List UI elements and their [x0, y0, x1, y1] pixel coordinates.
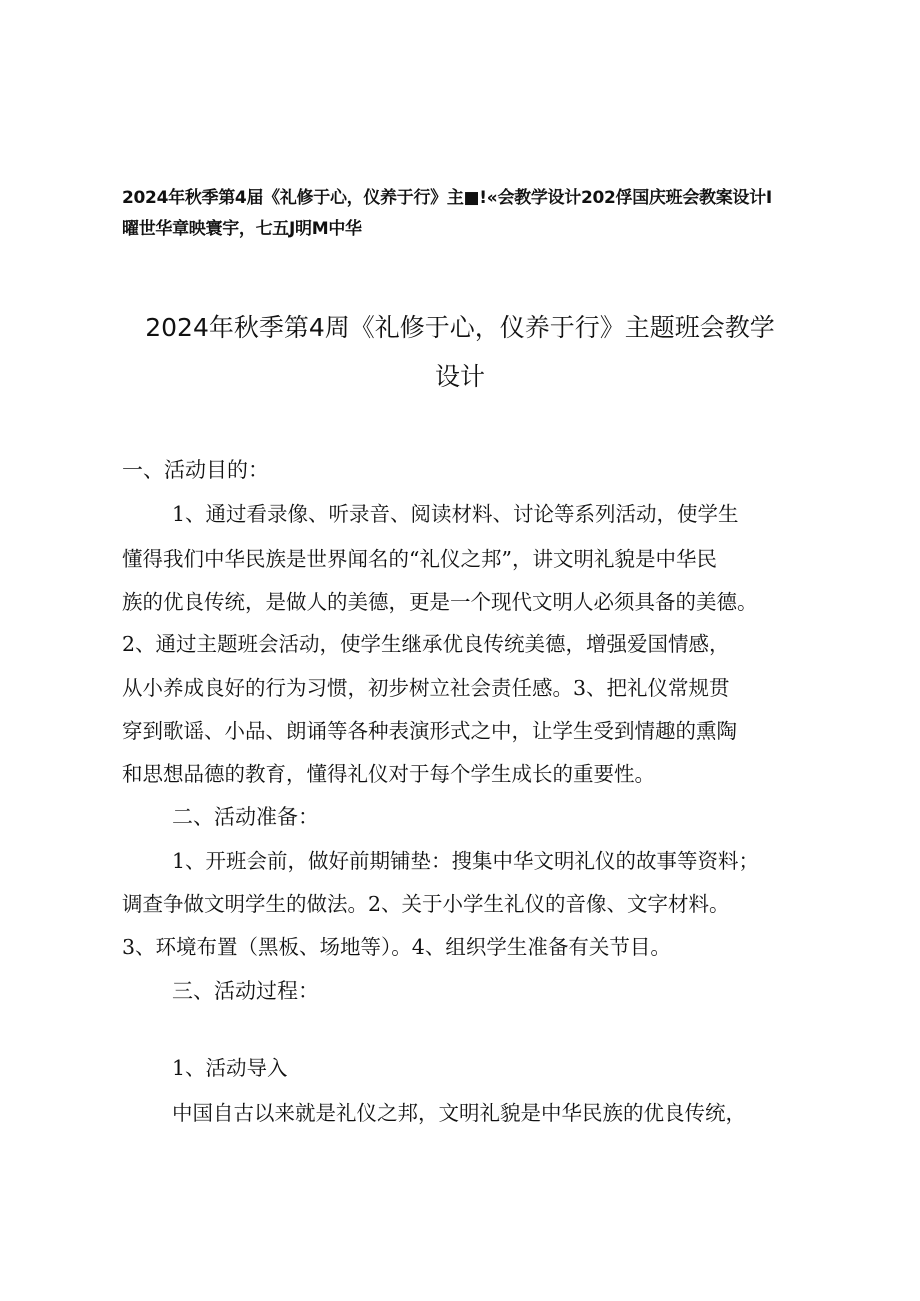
subheading-activity-intro: 1、活动导入 [172, 1056, 288, 1080]
paragraph-line: 1、通过看录像、听录音、阅读材料、讨论等系列活动，使学生 [172, 502, 739, 526]
section-heading-purpose: 一、活动目的： [122, 458, 269, 482]
title-line-2: 设计 [434, 362, 485, 391]
paragraph-line: 调查争做文明学生的做法。2、关于小学生礼仪的音像、文字材料。 [122, 892, 730, 916]
paragraph-line: 穿到歌谣、小品、朗诵等各种表演形式之中，让学生受到情趣的熏陶 [122, 719, 737, 743]
paragraph-line: 族的优良传统，是做人的美德，更是一个现代文明人必须具备的美德。 [122, 590, 758, 614]
section-heading-preparation: 二、活动准备： [172, 805, 319, 829]
paragraph-line: 从小养成良好的行为习惯，初步树立社会责任感。3、把礼仪常规贯 [122, 676, 730, 700]
paragraph-line: 2、通过主题班会活动，使学生继承优良传统美德，增强爱国情感， [122, 632, 730, 656]
paragraph-line: 懂得我们中华民族是世界闻名的“礼仪之邦”，讲文明礼貌是中华民 [122, 547, 717, 571]
paragraph-line: 1、开班会前，做好前期铺垫：搜集中华文明礼仪的故事等资料； [172, 849, 760, 873]
title-line-1: 2024年秋季第4周《礼修于心，仪养于行》主题班会教学 [145, 313, 775, 342]
paragraph-line: 和思想品德的教育，懂得礼仪对于每个学生成长的重要性。 [122, 762, 655, 786]
paragraph-line: 3、环境布置（黑板、场地等）。4、组织学生准备有关节目。 [122, 935, 671, 959]
header-line-2: 曜世华章映寰宇，七五J明M中华 [122, 219, 362, 239]
section-heading-process: 三、活动过程： [172, 979, 319, 1003]
header-line-1: 2024年秋季第4届《礼修于心，仪养于行》主■!«会教学设计202俘国庆班会教案设计I [122, 188, 772, 208]
paragraph-line: 中国自古以来就是礼仪之邦，文明礼貌是中华民族的优良传统， [172, 1101, 746, 1125]
